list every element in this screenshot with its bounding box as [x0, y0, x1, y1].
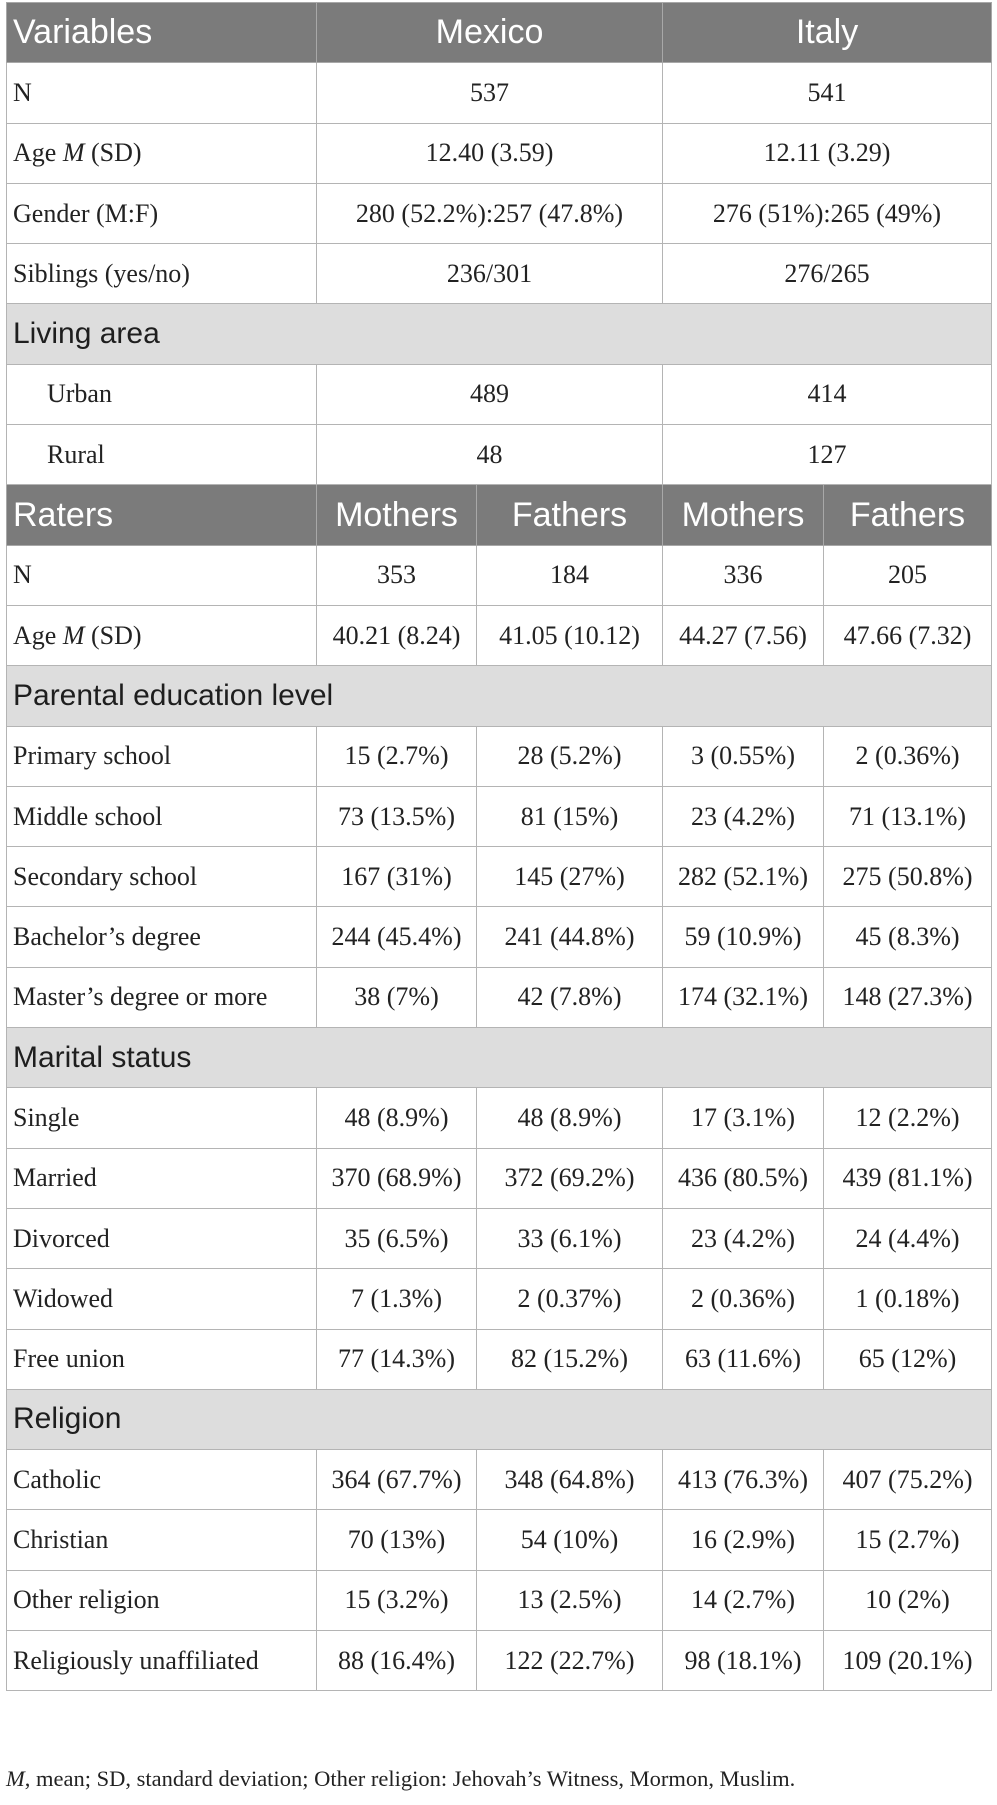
header-raters: Raters	[7, 485, 317, 545]
cell-italy-mothers: 2 (0.36%)	[663, 1269, 824, 1329]
cell-mexico-mothers: 167 (31%)	[317, 847, 477, 907]
section-title: Living area	[7, 304, 992, 364]
cell-italy-mothers: 63 (11.6%)	[663, 1329, 824, 1389]
row-label: N	[7, 545, 317, 605]
table-row	[7, 726, 992, 786]
table-row	[7, 847, 992, 907]
cell-italy-fathers: 71 (13.1%)	[824, 786, 992, 846]
section-title: Parental education level	[7, 666, 992, 726]
table-row	[7, 1269, 992, 1329]
cell-mexico-fathers: 42 (7.8%)	[477, 967, 663, 1027]
cell-mexico: 280 (52.2%):257 (47.8%)	[317, 183, 663, 243]
cell-mexico-fathers: 348 (64.8%)	[477, 1450, 663, 1510]
row-label: Widowed	[7, 1269, 317, 1329]
cell-mexico-mothers: 73 (13.5%)	[317, 786, 477, 846]
row-label: Divorced	[7, 1208, 317, 1268]
table-footnote: M, mean; SD, standard deviation; Other religion: Jehovah’s Witness, Mormon, Muslim.	[6, 1766, 796, 1791]
row-label: Single	[7, 1088, 317, 1148]
cell-mexico-mothers: 35 (6.5%)	[317, 1208, 477, 1268]
cell-mexico-fathers: 82 (15.2%)	[477, 1329, 663, 1389]
cell-italy-mothers: 17 (3.1%)	[663, 1088, 824, 1148]
cell-mexico-mothers: 15 (2.7%)	[317, 726, 477, 786]
row-label: Catholic	[7, 1450, 317, 1510]
table-row	[7, 183, 992, 243]
section-row-education	[7, 666, 992, 726]
section-row-religion	[7, 1389, 992, 1449]
cell-mexico-fathers: 2 (0.37%)	[477, 1269, 663, 1329]
cell-mexico-fathers: 33 (6.1%)	[477, 1208, 663, 1268]
header-row	[7, 3, 992, 63]
section-row-marital	[7, 1028, 992, 1088]
cell-mexico: 489	[317, 364, 663, 424]
table-row	[7, 1088, 992, 1148]
cell-italy-mothers: 59 (10.9%)	[663, 907, 824, 967]
table-row	[7, 1450, 992, 1510]
raters-header-row	[7, 485, 992, 545]
table-row	[7, 1510, 992, 1570]
cell-italy-fathers: 109 (20.1%)	[824, 1631, 992, 1691]
cell-mexico-mothers: 244 (45.4%)	[317, 907, 477, 967]
cell-italy-fathers: 24 (4.4%)	[824, 1208, 992, 1268]
row-label: Bachelor’s degree	[7, 907, 317, 967]
cell-italy: 541	[663, 63, 992, 123]
cell-mexico-mothers: 38 (7%)	[317, 967, 477, 1027]
row-label: Age M (SD)	[7, 123, 317, 183]
cell-mexico-fathers: 122 (22.7%)	[477, 1631, 663, 1691]
row-label: Free union	[7, 1329, 317, 1389]
header-mexico-fathers: Fathers	[477, 485, 663, 545]
cell-mexico-fathers: 54 (10%)	[477, 1510, 663, 1570]
cell-mexico-fathers: 13 (2.5%)	[477, 1570, 663, 1630]
cell-italy-mothers: 98 (18.1%)	[663, 1631, 824, 1691]
cell-mexico-mothers: 7 (1.3%)	[317, 1269, 477, 1329]
cell-mexico-mothers: 353	[317, 545, 477, 605]
cell-italy-fathers: 47.66 (7.32)	[824, 605, 992, 665]
cell-mexico-mothers: 15 (3.2%)	[317, 1570, 477, 1630]
table-container	[6, 2, 991, 1691]
cell-mexico-mothers: 77 (14.3%)	[317, 1329, 477, 1389]
header-italy: Italy	[663, 3, 992, 63]
table-row	[7, 1631, 992, 1691]
cell-italy-mothers: 44.27 (7.56)	[663, 605, 824, 665]
cell-mexico-fathers: 41.05 (10.12)	[477, 605, 663, 665]
table-row	[7, 605, 992, 665]
table-row	[7, 244, 992, 304]
cell-italy: 127	[663, 425, 992, 485]
cell-mexico: 236/301	[317, 244, 663, 304]
cell-italy-mothers: 174 (32.1%)	[663, 967, 824, 1027]
cell-mexico-fathers: 81 (15%)	[477, 786, 663, 846]
cell-mexico-fathers: 184	[477, 545, 663, 605]
cell-italy-mothers: 16 (2.9%)	[663, 1510, 824, 1570]
cell-italy: 276/265	[663, 244, 992, 304]
cell-italy-fathers: 407 (75.2%)	[824, 1450, 992, 1510]
table-row	[7, 63, 992, 123]
row-label: Christian	[7, 1510, 317, 1570]
cell-italy-fathers: 10 (2%)	[824, 1570, 992, 1630]
table-row	[7, 364, 992, 424]
row-label: Age M (SD)	[7, 605, 317, 665]
table-row	[7, 967, 992, 1027]
table-row	[7, 123, 992, 183]
cell-mexico-mothers: 48 (8.9%)	[317, 1088, 477, 1148]
section-title: Marital status	[7, 1028, 992, 1088]
cell-italy: 12.11 (3.29)	[663, 123, 992, 183]
header-variables: Variables	[7, 3, 317, 63]
cell-italy: 276 (51%):265 (49%)	[663, 183, 992, 243]
table-row	[7, 545, 992, 605]
table-row	[7, 1208, 992, 1268]
row-label: Siblings (yes/no)	[7, 244, 317, 304]
cell-mexico-fathers: 145 (27%)	[477, 847, 663, 907]
cell-mexico-mothers: 70 (13%)	[317, 1510, 477, 1570]
cell-italy-fathers: 275 (50.8%)	[824, 847, 992, 907]
cell-italy: 414	[663, 364, 992, 424]
cell-mexico: 12.40 (3.59)	[317, 123, 663, 183]
cell-mexico-fathers: 48 (8.9%)	[477, 1088, 663, 1148]
cell-italy-mothers: 3 (0.55%)	[663, 726, 824, 786]
cell-italy-fathers: 12 (2.2%)	[824, 1088, 992, 1148]
cell-italy-mothers: 336	[663, 545, 824, 605]
header-italy-mothers: Mothers	[663, 485, 824, 545]
cell-mexico-fathers: 28 (5.2%)	[477, 726, 663, 786]
table-row	[7, 786, 992, 846]
cell-italy-fathers: 45 (8.3%)	[824, 907, 992, 967]
cell-mexico: 48	[317, 425, 663, 485]
cell-mexico-mothers: 88 (16.4%)	[317, 1631, 477, 1691]
cell-italy-mothers: 282 (52.1%)	[663, 847, 824, 907]
row-label: Master’s degree or more	[7, 967, 317, 1027]
row-label: N	[7, 63, 317, 123]
row-label: Married	[7, 1148, 317, 1208]
cell-mexico-mothers: 370 (68.9%)	[317, 1148, 477, 1208]
cell-italy-mothers: 14 (2.7%)	[663, 1570, 824, 1630]
cell-italy-fathers: 1 (0.18%)	[824, 1269, 992, 1329]
row-label: Secondary school	[7, 847, 317, 907]
cell-italy-fathers: 148 (27.3%)	[824, 967, 992, 1027]
cell-italy-fathers: 2 (0.36%)	[824, 726, 992, 786]
table-row	[7, 1329, 992, 1389]
section-row-living-area	[7, 304, 992, 364]
header-mexico-mothers: Mothers	[317, 485, 477, 545]
row-label: Rural	[7, 425, 317, 485]
cell-italy-fathers: 439 (81.1%)	[824, 1148, 992, 1208]
table-row	[7, 1570, 992, 1630]
cell-mexico-fathers: 241 (44.8%)	[477, 907, 663, 967]
header-italy-fathers: Fathers	[824, 485, 992, 545]
section-title: Religion	[7, 1389, 992, 1449]
cell-italy-mothers: 436 (80.5%)	[663, 1148, 824, 1208]
cell-italy-fathers: 205	[824, 545, 992, 605]
table-row	[7, 907, 992, 967]
row-label: Primary school	[7, 726, 317, 786]
cell-mexico: 537	[317, 63, 663, 123]
cell-italy-fathers: 65 (12%)	[824, 1329, 992, 1389]
demographics-table	[6, 2, 992, 1691]
row-label: Gender (M:F)	[7, 183, 317, 243]
cell-italy-mothers: 413 (76.3%)	[663, 1450, 824, 1510]
table-row	[7, 1148, 992, 1208]
cell-mexico-fathers: 372 (69.2%)	[477, 1148, 663, 1208]
cell-italy-fathers: 15 (2.7%)	[824, 1510, 992, 1570]
cell-italy-mothers: 23 (4.2%)	[663, 1208, 824, 1268]
cell-italy-mothers: 23 (4.2%)	[663, 786, 824, 846]
row-label: Religiously unaffiliated	[7, 1631, 317, 1691]
table-row	[7, 425, 992, 485]
header-mexico: Mexico	[317, 3, 663, 63]
row-label: Other religion	[7, 1570, 317, 1630]
row-label: Middle school	[7, 786, 317, 846]
cell-mexico-mothers: 364 (67.7%)	[317, 1450, 477, 1510]
row-label: Urban	[7, 364, 317, 424]
cell-mexico-mothers: 40.21 (8.24)	[317, 605, 477, 665]
